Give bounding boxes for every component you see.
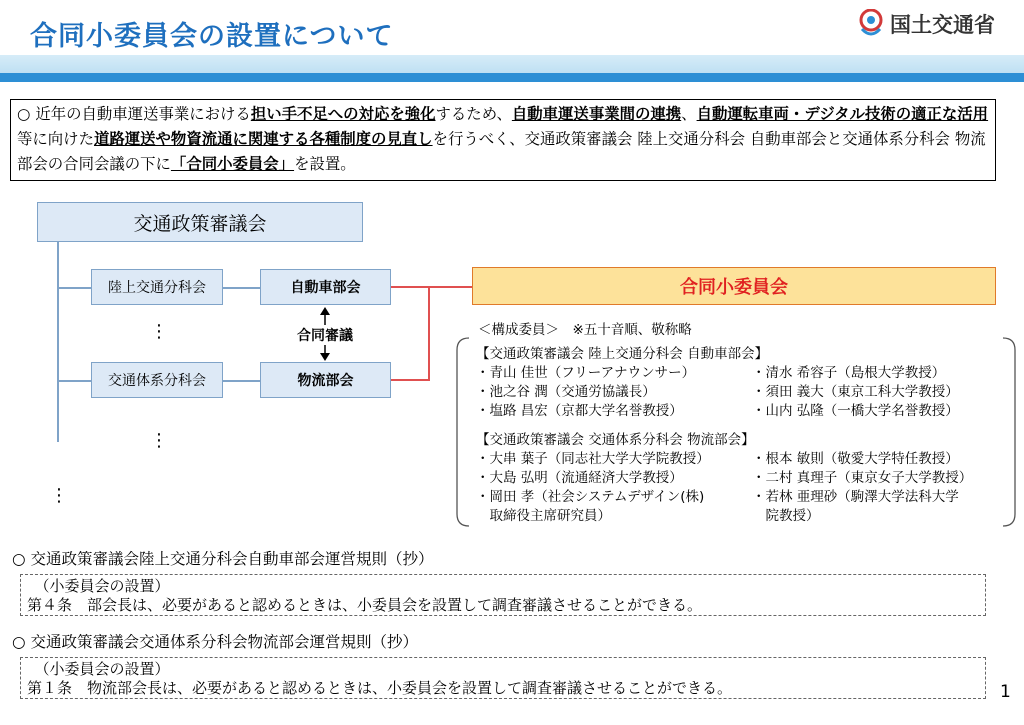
- council-box: 交通政策審議会: [37, 202, 363, 242]
- ministry-logo: [858, 8, 995, 40]
- rule-box-2: [20, 657, 986, 699]
- member-item: ・須田 義大（東京工科大学教授）: [752, 384, 959, 400]
- intro-emphasis: 担い手不足への対応を強化: [250, 105, 436, 123]
- rule-heading: （小委員会の設置）: [27, 577, 170, 595]
- intro-emphasis: 自動車運送事業間の連携: [511, 105, 682, 123]
- intro-segment: 近年の自動車運送事業における: [35, 105, 251, 123]
- bullet-icon: ○: [17, 105, 36, 123]
- intro-segment: 、: [681, 105, 697, 123]
- ellipsis: ⋮: [150, 321, 168, 342]
- logo-text: 国土交通省: [890, 13, 995, 37]
- ellipsis: ⋮: [150, 430, 168, 451]
- member-group-1: [476, 345, 959, 421]
- member-item: ・大串 葉子（同志社大学大学院教授）: [476, 451, 710, 467]
- member-item: ・根本 敏則（敬愛大学特任教授）: [752, 451, 959, 467]
- member-item: ・塩路 昌宏（京都大学名誉教授）: [476, 403, 683, 419]
- red-connector: [428, 286, 430, 381]
- red-connector: [391, 379, 429, 381]
- jidosha-bukai-box: 自動車部会: [260, 269, 391, 305]
- header-band-light: [0, 55, 1024, 73]
- rule-heading: （小委員会の設置）: [27, 660, 170, 678]
- red-connector: [428, 286, 472, 288]
- godo-shoiinkai-box: 合同小委員会: [472, 267, 996, 305]
- member-group-2: [476, 431, 972, 526]
- org-branch-line: [57, 380, 91, 382]
- org-connector-line: [223, 287, 260, 289]
- intro-segment: を行うべく、交通政策審議会 陸上交通分科会 自動車部会と交通体系分科会 物流部会の合同会議の下に: [17, 130, 986, 173]
- intro-emphasis: 自動運転車両・デジタル技術の適正な活用: [696, 105, 989, 123]
- red-connector: [391, 286, 429, 288]
- org-connector-line: [223, 380, 260, 382]
- intro-box: [10, 99, 996, 181]
- intro-segment: 等に向けた: [17, 130, 94, 148]
- intro-emphasis: 「合同小委員会」: [170, 155, 295, 173]
- member-item: ・岡田 孝（社会システムデザイン(株): [476, 489, 705, 505]
- member-item: ・清水 希容子（島根大学教授）: [752, 365, 946, 381]
- group-title: 【交通政策審議会 陸上交通分科会 自動車部会】: [476, 346, 769, 362]
- org-branch-line: [57, 287, 91, 289]
- member-item: ・大島 弘明（流通経済大学教授）: [476, 470, 683, 486]
- intro-text: [17, 100, 989, 177]
- member-item: 院教授）: [752, 508, 820, 524]
- ellipsis: ⋮: [50, 485, 68, 506]
- page-number: 1: [1000, 682, 1011, 702]
- member-item: ・青山 佳世（フリーアナウンサー）: [476, 365, 696, 381]
- rule-box-1: [20, 574, 986, 616]
- butsuryu-bukai-box: 物流部会: [260, 362, 391, 398]
- member-item: ・若林 亜理砂（駒澤大学法科大学: [752, 489, 959, 505]
- rule-title-1: ○ 交通政策審議会陸上交通分科会自動車部会運営規則（抄）: [12, 550, 434, 568]
- kotsu-taikei-bunkakai-box: 交通体系分科会: [91, 362, 223, 398]
- members-heading: ＜構成委員＞ ※五十音順、敬称略: [478, 322, 692, 338]
- rule-title-2: ○ 交通政策審議会交通体系分科会物流部会運営規則（抄）: [12, 633, 418, 651]
- member-item: ・池之谷 潤（交通労協議長）: [476, 384, 656, 400]
- header-band-dark: [0, 73, 1024, 82]
- rule-article: 第１条 物流部会長は、必要があると認めるときは、小委員会を設置して調査審議させることができる。: [27, 679, 733, 697]
- member-item: ・二村 真理子（東京女子大学教授）: [752, 470, 973, 486]
- member-item: ・山内 弘隆（一橋大学名誉教授）: [752, 403, 959, 419]
- group-title: 【交通政策審議会 交通体系分科会 物流部会】: [476, 432, 755, 448]
- intro-emphasis: 道路運送や物資流通に関連する各種制度の見直し: [93, 130, 433, 148]
- intro-segment: するため、: [435, 105, 512, 123]
- org-vertical-line: [57, 242, 59, 442]
- rikujo-bunkakai-box: 陸上交通分科会: [91, 269, 223, 305]
- member-item: 取締役主席研究員）: [476, 508, 611, 524]
- page-title: 合同小委員会の設置について: [30, 21, 394, 52]
- mlit-logo-icon: [858, 9, 884, 39]
- intro-segment: を設置。: [294, 155, 356, 173]
- godo-shingi-label: 合同審議: [285, 325, 365, 345]
- rule-article: 第４条 部会長は、必要があると認めるときは、小委員会を設置して調査審議させることができる。: [27, 596, 703, 614]
